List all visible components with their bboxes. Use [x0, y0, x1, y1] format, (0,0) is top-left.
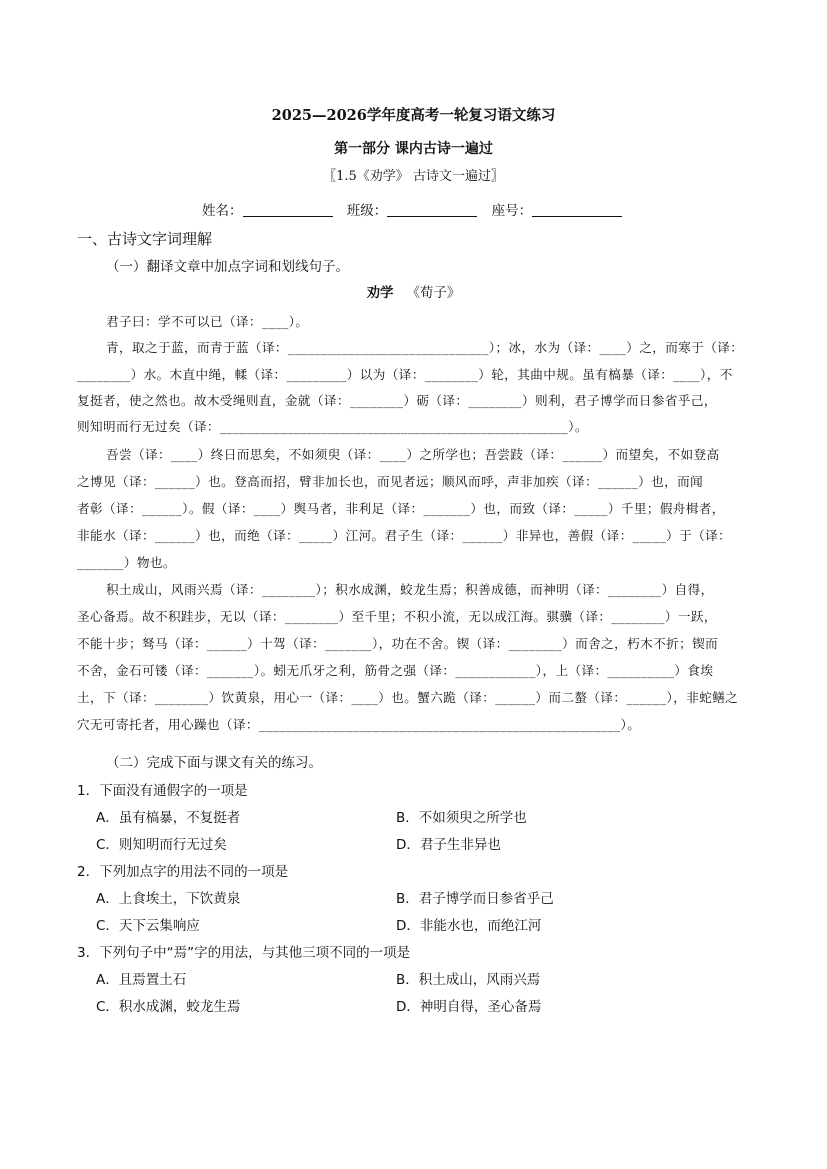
passage-line: 不能十步；驽马（译：______）十驾（译：_______），功在不舍。锲（译：________）而舍之，朽木不折；锲而 [77, 636, 719, 651]
passage-line: 穴无可寄托者，用心躁也（译：______________________________________________________）。 [77, 717, 641, 732]
passage-line: ________）水。木直中绳，輮（译：_________）以为（译：________）轮，其曲中规。虽有槁暴（译：____），不 [77, 367, 733, 382]
passage-line: 之博见（译：______）也。登高而招，臂非加长也，而见者远；顺风而呼，声非加疾（译：______）也，而闻 [77, 474, 704, 489]
name-label: 姓名： [202, 203, 243, 219]
seat-label: 座号： [491, 203, 533, 219]
passage-line: 君子曰：学不可以已（译：____）。 [106, 314, 309, 329]
passage-title [0, 281, 827, 301]
passage-line: 青，取之于蓝，而青于蓝（译：______________________________）；冰，水为（译：____）之，而寒于（译： [106, 340, 744, 355]
page-title: 2025—2026学年度高考一轮复习语文练习 [271, 107, 556, 124]
passage-line: 复挺者，使之然也。故木受绳则直，金就（译：________）砺（译：________）则利，君子博学而日参省乎己， [77, 393, 717, 408]
option-d[interactable]: D．君子生非异也 [396, 837, 501, 853]
question-stem: 2．下列加点字的用法不同的一项是 [77, 864, 289, 880]
class-label: 班级： [346, 203, 388, 219]
sub-heading: （一）翻译文章中加点字词和划线句子。 [106, 259, 349, 275]
option-b[interactable]: B．不如须臾之所学也 [396, 810, 527, 826]
option-a[interactable]: A．虽有槁暴，不复挺者 [96, 810, 241, 826]
passage-line: _______）物也。 [77, 555, 176, 570]
part-subtitle: 第一部分 课内古诗一遍过 [334, 141, 493, 157]
passage-author: 《荀子》 [406, 285, 461, 301]
seat-blank[interactable] [532, 203, 622, 217]
class-blank[interactable] [387, 203, 477, 217]
option-d[interactable]: D．非能水也，而绝江河 [396, 918, 542, 934]
passage-line: 积土成山，风雨兴焉（译：________）；积水成渊，蛟龙生焉；积善成德，而神明（译：________）自得， [106, 582, 714, 597]
option-a[interactable]: A．且焉置土石 [96, 972, 187, 988]
option-b[interactable]: B．积土成山，风雨兴焉 [396, 972, 541, 988]
question-stem: 3．下列句子中“焉”字的用法，与其他三项不同的一项是 [77, 945, 411, 961]
name-blank[interactable] [243, 203, 333, 217]
passage-line: 则知明而行无过矣（译：____________________________________________________）。 [77, 419, 588, 434]
passage-line: 圣心备焉。故不积跬步，无以（译：________）至千里；不积小流，无以成江海。骐骥（译：________）一跃， [77, 609, 717, 624]
section-heading-2: （二）完成下面与课文有关的练习。 [106, 755, 322, 771]
unit-title: 〖1.5《劝学》 古诗文一遍过〗 [323, 169, 504, 184]
section-heading: 一、古诗文字词理解 [77, 230, 213, 248]
passage-line: 吾尝（译：____）终日而思矣，不如须臾（译：____）之所学也；吾尝跂（译：______）而望矣，不如登高 [106, 447, 720, 462]
option-d[interactable]: D．神明自得，圣心备焉 [396, 999, 542, 1015]
option-b[interactable]: B．君子博学而日参省乎己 [396, 891, 554, 907]
student-info-row [202, 199, 632, 219]
option-a[interactable]: A．上食埃土，下饮黄泉 [96, 891, 241, 907]
option-c[interactable]: C．积水成渊，蛟龙生焉 [96, 999, 241, 1015]
passage-name: 劝学 [366, 285, 394, 301]
question-stem: 1．下面没有通假字的一项是 [77, 783, 248, 799]
passage-line: 土，下（译：________）饮黄泉，用心一（译：____）也。蟹六跪（译：______）而二螯（译：______），非蛇鳝之 [77, 690, 739, 705]
passage-line: 不舍，金石可镂（译：_______）。蚓无爪牙之利，筋骨之强（译：____________），上（译：__________）食埃 [77, 663, 714, 678]
passage-line: 非能水（译：______）也，而绝（译：_____）江河。君子生（译：______）非异也，善假（译：_____）于（译： [77, 528, 732, 543]
passage-line: 者彰（译：______）。假（译：____）舆马者，非利足（译：_______）也，而致（译：_____）千里；假舟楫者， [77, 501, 725, 516]
option-c[interactable]: C．天下云集响应 [96, 918, 200, 934]
option-c[interactable]: C．则知明而行无过矣 [96, 837, 227, 853]
